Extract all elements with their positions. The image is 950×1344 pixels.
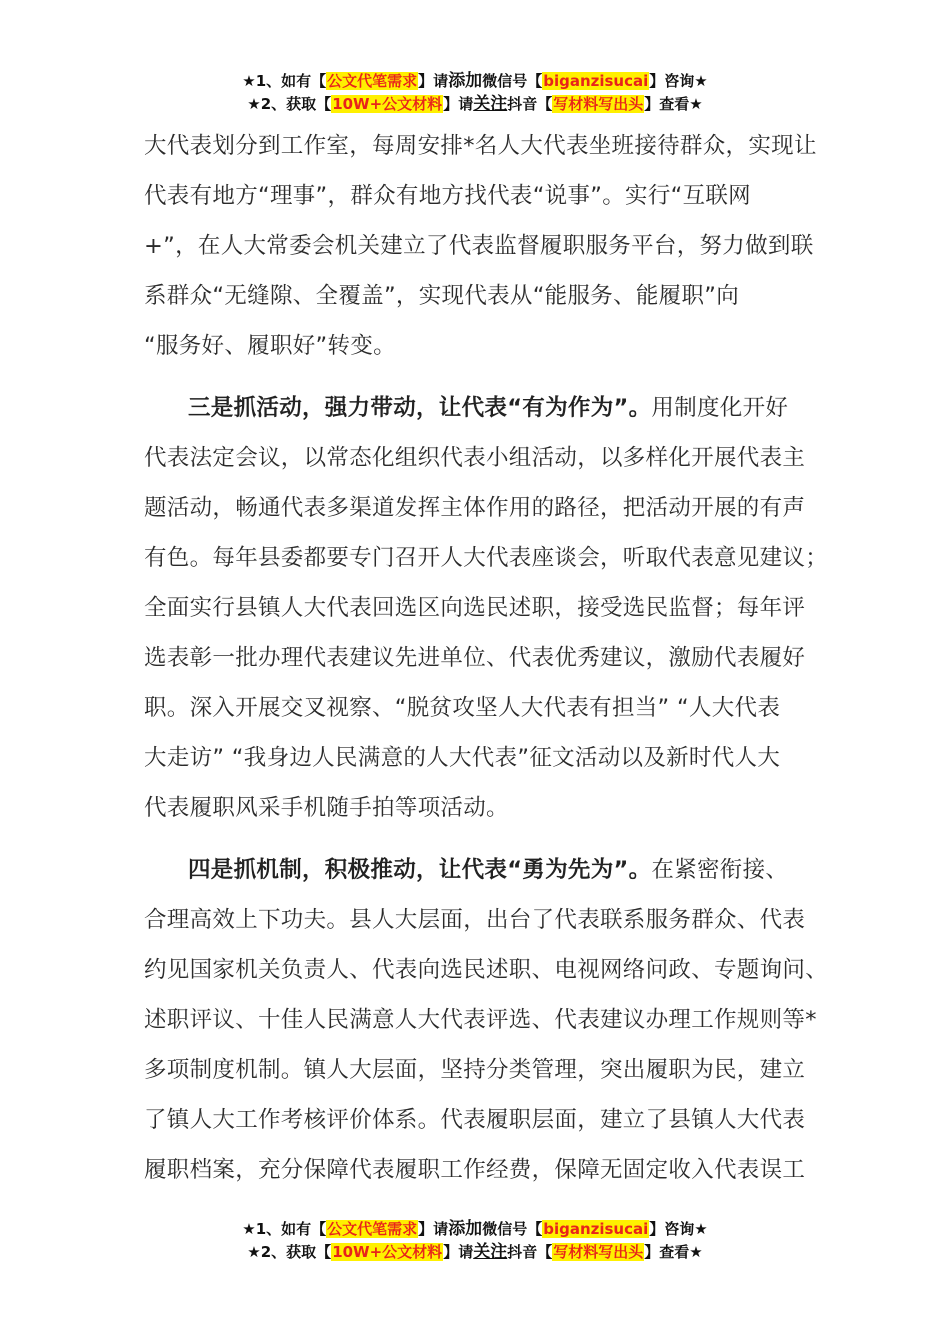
text-line: 述职评议、十佳人民满意人大代表评选、代表建议办理工作规则等* — [144, 1007, 817, 1033]
banner-text: 】咨询★ — [649, 72, 708, 90]
banner-text: ★1、如有【 — [242, 1220, 327, 1238]
header-banner — [0, 70, 950, 116]
banner-text: 】请 — [443, 95, 474, 113]
banner-emphasis: 添加 — [448, 71, 483, 91]
footer-banner — [0, 1218, 950, 1264]
banner-highlight: 公文代笔需求 — [327, 1220, 418, 1238]
text-line: 了镇人大工作考核评价体系。代表履职层面，建立了县镇人大代表 — [144, 1107, 806, 1133]
banner-emphasis: 关注 — [473, 94, 508, 114]
banner-text: ★1、如有【 — [242, 72, 327, 90]
banner-line-2 — [0, 1241, 950, 1264]
banner-text: 微信号【 — [482, 1220, 543, 1238]
banner-highlight: 10W+公文材料 — [332, 95, 443, 113]
text-line: 选表彰一批办理代表建议先进单位、代表优秀建议，激励代表履好 — [144, 645, 806, 671]
text-line: +”，在人大常委会机关建立了代表监督履职服务平台，努力做到联 — [144, 233, 814, 259]
text-fragment: 在紧密衔接、 — [651, 857, 789, 883]
banner-text: 】咨询★ — [649, 1220, 708, 1238]
banner-douyin-id: 写材料写出头 — [553, 1243, 644, 1261]
banner-line-1 — [0, 70, 950, 93]
banner-text: 】查看★ — [644, 95, 703, 113]
banner-text: 抖音【 — [507, 95, 553, 113]
banner-line-2 — [0, 93, 950, 116]
paragraph-heading: 三是抓活动，强力带动，让代表“有为作为”。 — [188, 395, 652, 421]
paragraph-1 — [144, 121, 834, 371]
text-line: “服务好、履职好”转变。 — [144, 333, 396, 359]
text-line: 多项制度机制。镇人大层面，坚持分类管理，突出履职为民，建立 — [144, 1057, 806, 1083]
text-line: 系群众“无缝隙、全覆盖”，实现代表从“能服务、能履职”向 — [144, 283, 740, 309]
banner-text: 抖音【 — [507, 1243, 553, 1261]
text-fragment: 用制度化开好 — [651, 395, 789, 421]
text-line: 代表法定会议，以常态化组织代表小组活动，以多样化开展代表主 — [144, 445, 806, 471]
text-line — [144, 845, 834, 895]
banner-text: ★2、获取【 — [247, 1243, 332, 1261]
paragraph-2 — [144, 383, 834, 833]
banner-text: ★2、获取【 — [247, 95, 332, 113]
banner-text: 】请 — [418, 72, 449, 90]
banner-text: 】请 — [418, 1220, 449, 1238]
banner-emphasis: 添加 — [448, 1219, 483, 1239]
banner-text: 微信号【 — [482, 72, 543, 90]
paragraph-3 — [144, 845, 834, 1195]
text-line: 合理高效上下功夫。县人大层面，出台了代表联系服务群众、代表 — [144, 907, 806, 933]
text-line: 约见国家机关负责人、代表向选民述职、电视网络问政、专题询问、 — [144, 957, 829, 983]
banner-highlight: 10W+公文材料 — [332, 1243, 443, 1261]
text-line: 代表履职风采手机随手拍等项活动。 — [144, 795, 509, 821]
banner-wechat-id: biganzisucai — [543, 72, 649, 90]
banner-text: 】请 — [443, 1243, 474, 1261]
text-line: 全面实行县镇人大代表回选区向选民述职，接受选民监督；每年评 — [144, 595, 806, 621]
paragraph-heading: 四是抓机制，积极推动，让代表“勇为先为”。 — [188, 857, 652, 883]
text-line: 有色。每年县委都要专门召开人大代表座谈会，听取代表意见建议； — [144, 545, 829, 571]
banner-emphasis: 关注 — [473, 1242, 508, 1262]
text-line: 代表有地方“理事”，群众有地方找代表“说事”。实行“互联网 — [144, 183, 751, 209]
text-line: 履职档案，充分保障代表履职工作经费，保障无固定收入代表误工 — [144, 1157, 806, 1183]
banner-line-1 — [0, 1218, 950, 1241]
document-body — [144, 121, 834, 1195]
banner-wechat-id: biganzisucai — [543, 1220, 649, 1238]
text-line: 职。深入开展交叉视察、“脱贫攻坚人大代表有担当” “人大代表 — [144, 695, 781, 721]
text-line: 大代表划分到工作室，每周安排*名人大代表坐班接待群众，实现让 — [144, 133, 817, 159]
text-line: 大走访” “我身边人民满意的人大代表”征文活动以及新时代人大 — [144, 745, 781, 771]
text-line — [144, 383, 834, 433]
banner-text: 】查看★ — [644, 1243, 703, 1261]
banner-douyin-id: 写材料写出头 — [553, 95, 644, 113]
banner-highlight: 公文代笔需求 — [327, 72, 418, 90]
text-line: 题活动，畅通代表多渠道发挥主体作用的路径，把活动开展的有声 — [144, 495, 806, 521]
